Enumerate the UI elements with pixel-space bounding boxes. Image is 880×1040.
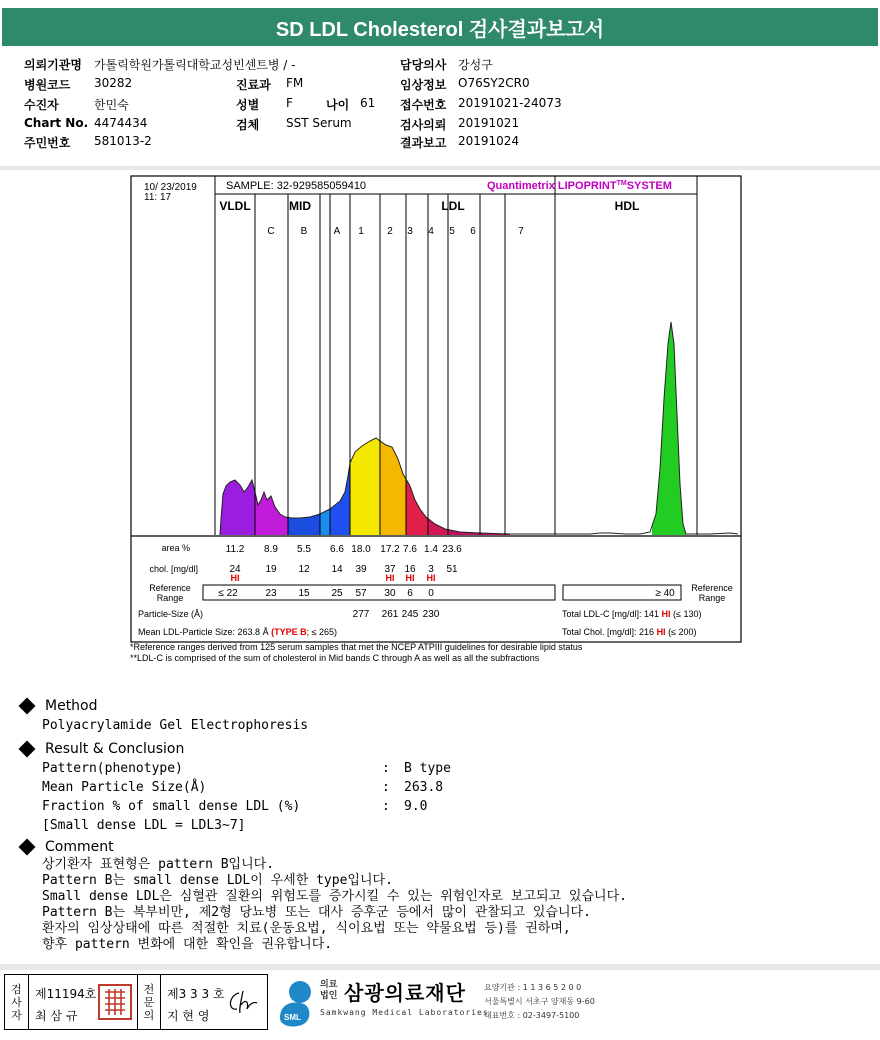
diamond-bullet-icon: [19, 839, 36, 856]
mean-type: (TYPE B: [271, 627, 307, 637]
ref-value: 30: [384, 588, 396, 599]
area-row-label: area %: [161, 543, 190, 553]
specialist-no: 제3 3 3 호: [167, 987, 225, 1001]
total-ldl-hi: HI: [661, 609, 671, 619]
comment-line: Pattern B는 복부비만, 제2형 당뇨병 또는 대사 증후군 등에서 많이 관찰되고 있습니다.: [42, 905, 591, 920]
area-value: 5.5: [297, 544, 311, 555]
hdl-ref-value: ≥ 40: [655, 588, 675, 599]
chol-value: 12: [298, 564, 310, 575]
band-label: A: [333, 226, 341, 237]
particle-value: 277: [352, 609, 370, 620]
chart-frame: [131, 176, 741, 642]
band-label: 3: [407, 226, 413, 237]
total-chol-ref: (≤ 200): [665, 627, 697, 637]
diamond-bullet-icon: [19, 741, 36, 758]
total-chol-line: [562, 627, 697, 637]
divider: [0, 166, 880, 170]
area-value: 23.6: [442, 544, 462, 555]
chol-value: 3: [428, 564, 434, 575]
area-value: 11.2: [225, 544, 245, 555]
specimen-label: 검체: [236, 118, 260, 132]
chart-sample: SAMPLE: 32-929585059410: [226, 180, 367, 192]
hi-flag: HI: [230, 573, 240, 583]
note-2: **LDL-C is comprised of the sum of cholesterol in Mid bands C through A as well as all the subfractions: [130, 653, 540, 663]
band-label: 2: [387, 226, 393, 237]
total-chol-hi: HI: [656, 627, 666, 637]
area-value: 7.6: [403, 544, 417, 555]
group-label: HDL: [614, 199, 640, 213]
result-heading: [18, 739, 868, 759]
ref-label-right: Range: [698, 593, 726, 603]
ref-value: 25: [331, 588, 343, 599]
seal-stamp-icon: [97, 983, 133, 1021]
comment-heading: [18, 837, 868, 857]
chart-no-label: Chart No.: [24, 116, 89, 130]
ref-value: 6: [407, 588, 413, 599]
org-english: Samkwang Medical Laboratories: [320, 1008, 489, 1017]
recipient-value: 한민숙: [94, 98, 129, 112]
org-name: 삼광의료재단: [344, 981, 466, 1005]
clinical-label: 임상정보: [400, 78, 447, 92]
hospital-code-label: 병원코드: [24, 78, 71, 92]
area-value: 1.4: [424, 544, 438, 555]
age-value: 61: [360, 96, 376, 110]
clinical-value: O76SY2CR0: [458, 76, 530, 90]
specialist-vertical-label: 전 문 의: [137, 975, 161, 1029]
comment-line: 상기환자 표현형은 pattern B입니다.: [42, 857, 275, 872]
ref-label: Range: [156, 593, 184, 603]
hospital-code-value: 30282: [94, 76, 133, 90]
band-label: 1: [358, 226, 364, 237]
dept-value: FM: [286, 76, 304, 90]
method-heading: [18, 696, 868, 716]
result-row: Fraction % of small dense LDL (%) : 9.0: [42, 799, 428, 814]
receipt-label: 접수번호: [400, 98, 447, 112]
lipoprint-svg: [130, 174, 742, 644]
ref-value: 57: [355, 588, 367, 599]
chol-value: 39: [355, 564, 367, 575]
examiner-name: 최 삼 규: [35, 1009, 78, 1023]
specimen-value: SST Serum: [286, 116, 352, 130]
chart-notes: [130, 642, 582, 664]
code-line: 요양기관 : 1 1 3 6 5 2 0 0: [484, 983, 582, 992]
band-label: C: [267, 226, 275, 237]
sml-logo-icon: [274, 978, 318, 1028]
chart-date: 10/ 23/2019: [144, 182, 197, 193]
diamond-bullet-icon: [19, 698, 36, 715]
report-date-label: 결과보고: [400, 136, 447, 150]
sex-label: 성별: [236, 98, 260, 112]
id-value: 581013-2: [94, 134, 152, 148]
chol-value: 16: [404, 564, 416, 575]
comment-line: Pattern B는 small dense LDL이 우세한 type입니다.: [42, 873, 393, 888]
signature-icon: [223, 987, 263, 1017]
chol-value: 51: [446, 564, 458, 575]
report-body: [18, 696, 868, 953]
particle-label: Particle-Size (Å): [138, 609, 204, 619]
ref-value: 23: [265, 588, 277, 599]
total-ldl-label: Total LDL-C [mg/dl]: 141: [562, 609, 662, 619]
chol-value: 19: [265, 564, 277, 575]
group-label: MID: [289, 199, 311, 213]
request-value: 20191021: [458, 116, 520, 130]
specialist-name: 지 현 영: [167, 1009, 210, 1023]
ref-value: ≤ 22: [218, 588, 238, 599]
phone: 대표번호 : 02-3497-5100: [484, 1011, 580, 1020]
area-value: 6.6: [330, 544, 344, 555]
chart-brand-tail: SYSTEM: [626, 180, 672, 192]
dept-label: 진료과: [236, 78, 271, 92]
comment-title: Comment: [45, 839, 114, 855]
mean-ref: ; ≤ 265): [306, 627, 338, 637]
hi-flag: HI: [426, 573, 436, 583]
institution-value: 가톨릭학원가톨릭대학교성빈센트병 / -: [94, 58, 296, 72]
method-text: Polyacrylamide Gel Electrophoresis: [42, 718, 309, 733]
receipt-value: 20191021-24073: [458, 96, 562, 110]
chol-value: 14: [331, 564, 343, 575]
chart-brand-tm: TM: [616, 180, 627, 187]
result-note: [Small dense LDL = LDL3~7]: [42, 818, 246, 833]
recipient-label: 수진자: [24, 98, 59, 112]
examiner-vertical-label: 검 사 자: [5, 975, 29, 1029]
hi-flag: HI: [405, 573, 415, 583]
group-label: VLDL: [219, 199, 251, 213]
ref-label-right: Reference: [691, 583, 733, 593]
ref-value: 15: [298, 588, 310, 599]
total-ldl-ref: (≤ 130): [670, 609, 702, 619]
lipoprint-chart: [130, 174, 742, 664]
result-row: Pattern(phenotype) : B type: [42, 761, 451, 776]
particle-value: 230: [422, 609, 440, 620]
chart-brand-name: Quantimetrix LIPOPRINT: [487, 180, 617, 192]
band-label: 5: [449, 226, 455, 237]
hi-flag: HI: [385, 573, 395, 583]
band-label: 4: [428, 226, 434, 237]
doctor-value: 강성구: [458, 58, 493, 72]
logo-small-text: SML: [284, 1013, 301, 1022]
band-label: 6: [470, 226, 476, 237]
comment-line: Small dense LDL은 심혈관 질환의 위험도를 증가시킬 수 있는 위험인자로 보고되고 있습니다.: [42, 889, 627, 904]
area-value: 8.9: [264, 544, 278, 555]
chart-no-value: 4474434: [94, 116, 148, 130]
total-chol-label: Total Chol. [mg/dl]: 216: [562, 627, 657, 637]
chol-value: 24: [229, 564, 241, 575]
patient-info: [0, 50, 880, 166]
comment-line: 환자의 임상상태에 따른 적절한 치료(운동요법, 식이요법 또는 약물요법 등)를 권하며,: [42, 921, 571, 936]
footer-divider: [0, 964, 880, 970]
group-label: LDL: [441, 199, 465, 213]
ref-label: Reference: [149, 583, 191, 593]
chart-brand: [487, 180, 672, 192]
id-label: 주민번호: [24, 136, 71, 150]
particle-value: 261: [381, 609, 399, 620]
mean-line: [138, 627, 337, 637]
institution-label: 의뢰기관명: [24, 58, 82, 72]
particle-value: 245: [401, 609, 419, 620]
report-date-value: 20191024: [458, 134, 520, 148]
report-title: SD LDL Cholesterol 검사결과보고서: [2, 8, 878, 46]
request-label: 검사의뢰: [400, 118, 447, 132]
corp-type: 의료 법인: [320, 980, 338, 1001]
chart-time: 11: 17: [144, 192, 172, 203]
footer: [0, 972, 880, 1038]
area-value: 18.0: [351, 544, 371, 555]
area-value: 17.2: [380, 544, 400, 555]
signature-box: [4, 974, 268, 1030]
chol-value: 37: [384, 564, 396, 575]
doctor-label: 담당의사: [400, 58, 447, 72]
total-ldl-line: [562, 609, 702, 619]
sex-value: F: [286, 96, 293, 110]
band-label: B: [300, 226, 308, 237]
result-title: Result & Conclusion: [45, 741, 185, 757]
mean-label: Mean LDL-Particle Size: 263.8 Å: [138, 627, 272, 637]
address: 서울특별시 서초구 양재동 9-60: [484, 997, 595, 1006]
band-label: 7: [518, 226, 524, 237]
result-row: Mean Particle Size(Å) : 263.8: [42, 780, 444, 795]
method-title: Method: [45, 698, 98, 714]
note-1: *Reference ranges derived from 125 serum samples that met the NCEP ATPIII guidelines for desirable lipid status: [130, 642, 583, 652]
lab-logo: [274, 974, 874, 1030]
comment-line: 향후 pattern 변화에 대한 확인을 권유합니다.: [42, 937, 333, 952]
age-label: 나이: [326, 98, 350, 112]
chol-row-label: chol. [mg/dl]: [149, 564, 198, 574]
ref-value: 0: [428, 588, 434, 599]
examiner-no: 제11194호: [35, 987, 97, 1001]
